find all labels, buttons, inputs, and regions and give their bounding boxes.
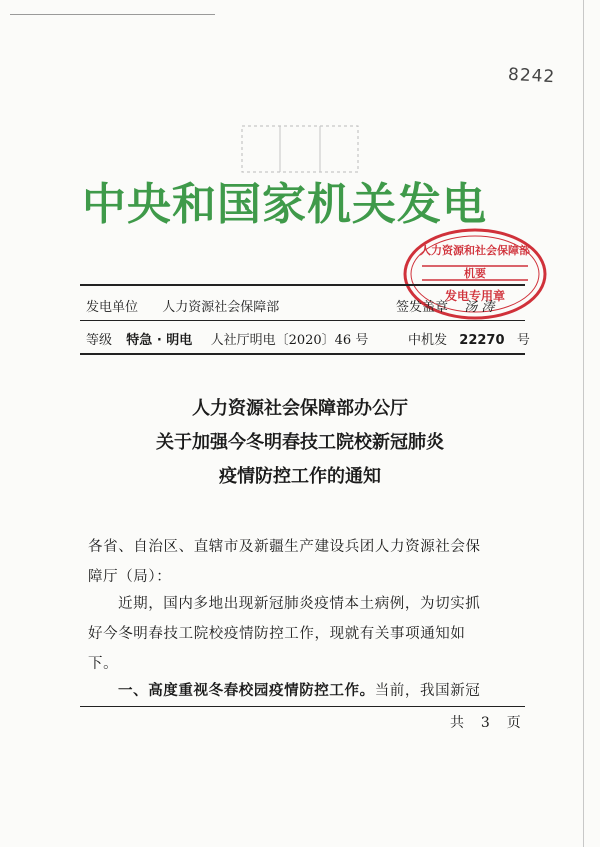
section-1-heading: 一、高度重视冬春校园疫情防控工作。 <box>118 683 375 699</box>
masthead-title: 中央和国家机关发电 <box>82 179 487 230</box>
central-suffix: 号 <box>516 333 530 348</box>
page-count <box>450 712 521 732</box>
paragraph-1-line-1: 近期，国内多地出现新冠肺炎疫情本土病例，为切实抓 <box>118 596 481 612</box>
footer-rule <box>80 706 525 707</box>
signer-row <box>396 296 494 315</box>
central-number-row <box>408 329 530 348</box>
level-value: 特急 · 明电 <box>126 333 193 348</box>
sender-value: 人力资源社会保障部 <box>162 300 280 315</box>
sender-label: 发电单位 <box>86 300 139 315</box>
page-count-number: 3 <box>480 715 490 731</box>
sender-row <box>86 296 279 315</box>
level-label: 等级 <box>86 333 113 348</box>
paragraph-1-line-3: 下。 <box>88 656 119 672</box>
classification-row <box>86 329 368 348</box>
header-rule-top <box>80 284 525 286</box>
salutation-line-2: 障厅（局）： <box>88 569 172 585</box>
salutation-line-1: 各省、自治区、直辖市及新疆生产建设兵团人力资源社会保 <box>88 539 481 555</box>
header-rule-bottom <box>80 353 525 355</box>
seal-center: 机要 <box>464 267 486 280</box>
header-rule-middle <box>80 320 525 321</box>
handwritten-note: 8242 <box>507 64 556 88</box>
top-edge-line <box>10 14 215 15</box>
section-1 <box>88 676 518 706</box>
title-line-1: 人力资源社会保障部办公厅 <box>192 398 408 419</box>
seal-organization: 人力资源和社会保障部 <box>420 244 530 257</box>
central-label: 中机发 <box>408 333 448 348</box>
paragraph-1 <box>88 589 518 679</box>
faint-stamp-marks <box>240 124 360 174</box>
page-count-prefix: 共 <box>450 715 464 731</box>
paragraph-1-line-2: 好今冬明春技工院校疫情防控工作，现就有关事项通知如 <box>88 626 466 642</box>
signer-value: 汤 涛 <box>464 300 495 315</box>
page-count-suffix: 页 <box>506 715 521 731</box>
central-number: 22270 <box>459 333 505 348</box>
title-line-3: 疫情防控工作的通知 <box>219 466 381 487</box>
doc-number: 人社厅明电〔2020〕46 号 <box>210 333 369 348</box>
title-line-2: 关于加强今冬明春技工院校新冠肺炎 <box>156 432 444 453</box>
salutation <box>88 532 518 592</box>
section-1-text: 当前，我国新冠 <box>374 683 481 699</box>
signer-label: 签发盖章 <box>396 300 449 315</box>
right-edge-line <box>583 0 584 847</box>
seal-purpose: 发电专用章 <box>444 289 506 303</box>
